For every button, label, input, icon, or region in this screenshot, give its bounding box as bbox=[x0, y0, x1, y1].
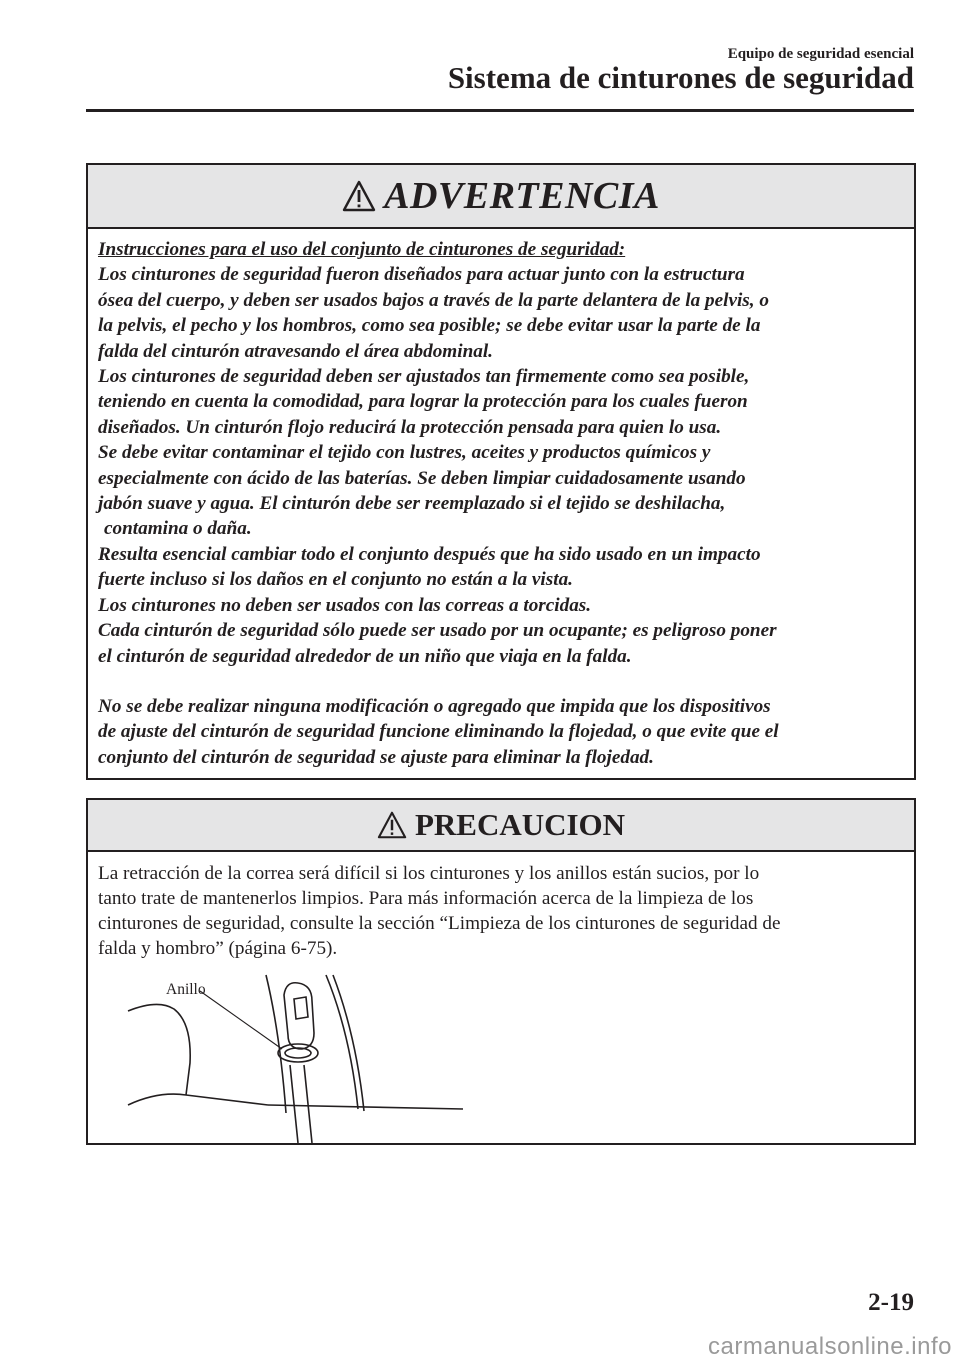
warning-line: falda del cinturón atravesando el área abdominal. bbox=[98, 340, 493, 362]
warning-title: ADVERTENCIA bbox=[384, 175, 660, 217]
caution-line: cinturones de seguridad, consulte la sección “Limpieza de los cinturones de seguridad de bbox=[98, 913, 781, 934]
page-number: 2-19 bbox=[868, 1289, 914, 1316]
header-rule bbox=[86, 109, 914, 112]
caution-line: La retracción de la correa será difícil si los cinturones y los anillos están sucios, por lo bbox=[98, 863, 760, 884]
caution-line: falda y hombro” (página 6-75). bbox=[98, 938, 338, 959]
warning-line: de ajuste del cinturón de seguridad funcione eliminando la flojedad, o que evite que el bbox=[98, 721, 779, 743]
caution-title: PRECAUCION bbox=[414, 807, 626, 842]
page-title: Sistema de cinturones de seguridad bbox=[447, 60, 914, 95]
caution-header bbox=[88, 800, 914, 852]
warning-line: contamina o daña. bbox=[104, 518, 252, 540]
warning-line: especialmente con ácido de las baterías. Se deben limpiar cuidadosamente usando bbox=[98, 467, 746, 489]
warning-line: Se debe evitar contaminar el tejido con lustres, aceites y productos químicos y bbox=[98, 442, 711, 464]
warning-triangle-icon bbox=[377, 811, 407, 839]
warning-line: Los cinturones de seguridad deben ser ajustados tan firmemente como sea posible, bbox=[98, 366, 750, 388]
warning-line: jabón suave y agua. El cinturón debe ser reemplazado si el tejido se deshilacha, bbox=[98, 493, 726, 515]
warning-line: diseñados. Un cinturón flojo reducirá la protección pensada para quien lo usa. bbox=[98, 416, 722, 438]
warning-line: Cada cinturón de seguridad sólo puede ser usado por un ocupante; es peligroso poner bbox=[98, 620, 777, 642]
warning-triangle-icon bbox=[342, 180, 376, 212]
watermark: carmanualsonline.info bbox=[708, 1333, 952, 1360]
warning-line: conjunto del cinturón de seguridad se ajuste para eliminar la flojedad. bbox=[98, 746, 654, 768]
warning-body bbox=[88, 229, 914, 778]
warning-line: la pelvis, el pecho y los hombros, como sea posible; se debe evitar usar la parte de la bbox=[98, 315, 761, 337]
warning-header bbox=[88, 165, 914, 229]
caution-body bbox=[88, 852, 914, 1143]
warning-heading: Instrucciones para el uso del conjunto de cinturones de seguridad: bbox=[98, 239, 626, 260]
header-section: Equipo de seguridad esencial bbox=[727, 46, 914, 62]
warning-line: Resulta esencial cambiar todo el conjunto después que ha sido usado en un impacto bbox=[98, 543, 761, 565]
ring-label: Anillo bbox=[166, 981, 206, 998]
warning-box bbox=[86, 163, 916, 780]
warning-line: teniendo en cuenta la comodidad, para lograr la protección para los cuales fueron bbox=[98, 391, 748, 413]
warning-line: fuerte incluso si los daños en el conjunto no están a la vista. bbox=[98, 569, 573, 591]
warning-line: ósea del cuerpo, y deben ser usados bajos a través de la parte delantera de la pelvis, o bbox=[98, 289, 769, 311]
caution-line: tanto trate de mantenerlos limpios. Para más información acerca de la limpieza de los bbox=[98, 888, 754, 909]
warning-line: Los cinturones de seguridad fueron diseñados para actuar junto con la estructura bbox=[98, 264, 745, 286]
warning-line: No se debe realizar ninguna modificación o agregado que impida que los dispositivos bbox=[98, 695, 771, 717]
caution-box bbox=[86, 798, 916, 1145]
seatbelt-ring-figure bbox=[118, 973, 478, 1143]
warning-line: Los cinturones no deben ser usados con las correas a torcidas. bbox=[98, 594, 592, 616]
warning-line: el cinturón de seguridad alrededor de un niño que viaja en la falda. bbox=[98, 645, 632, 667]
